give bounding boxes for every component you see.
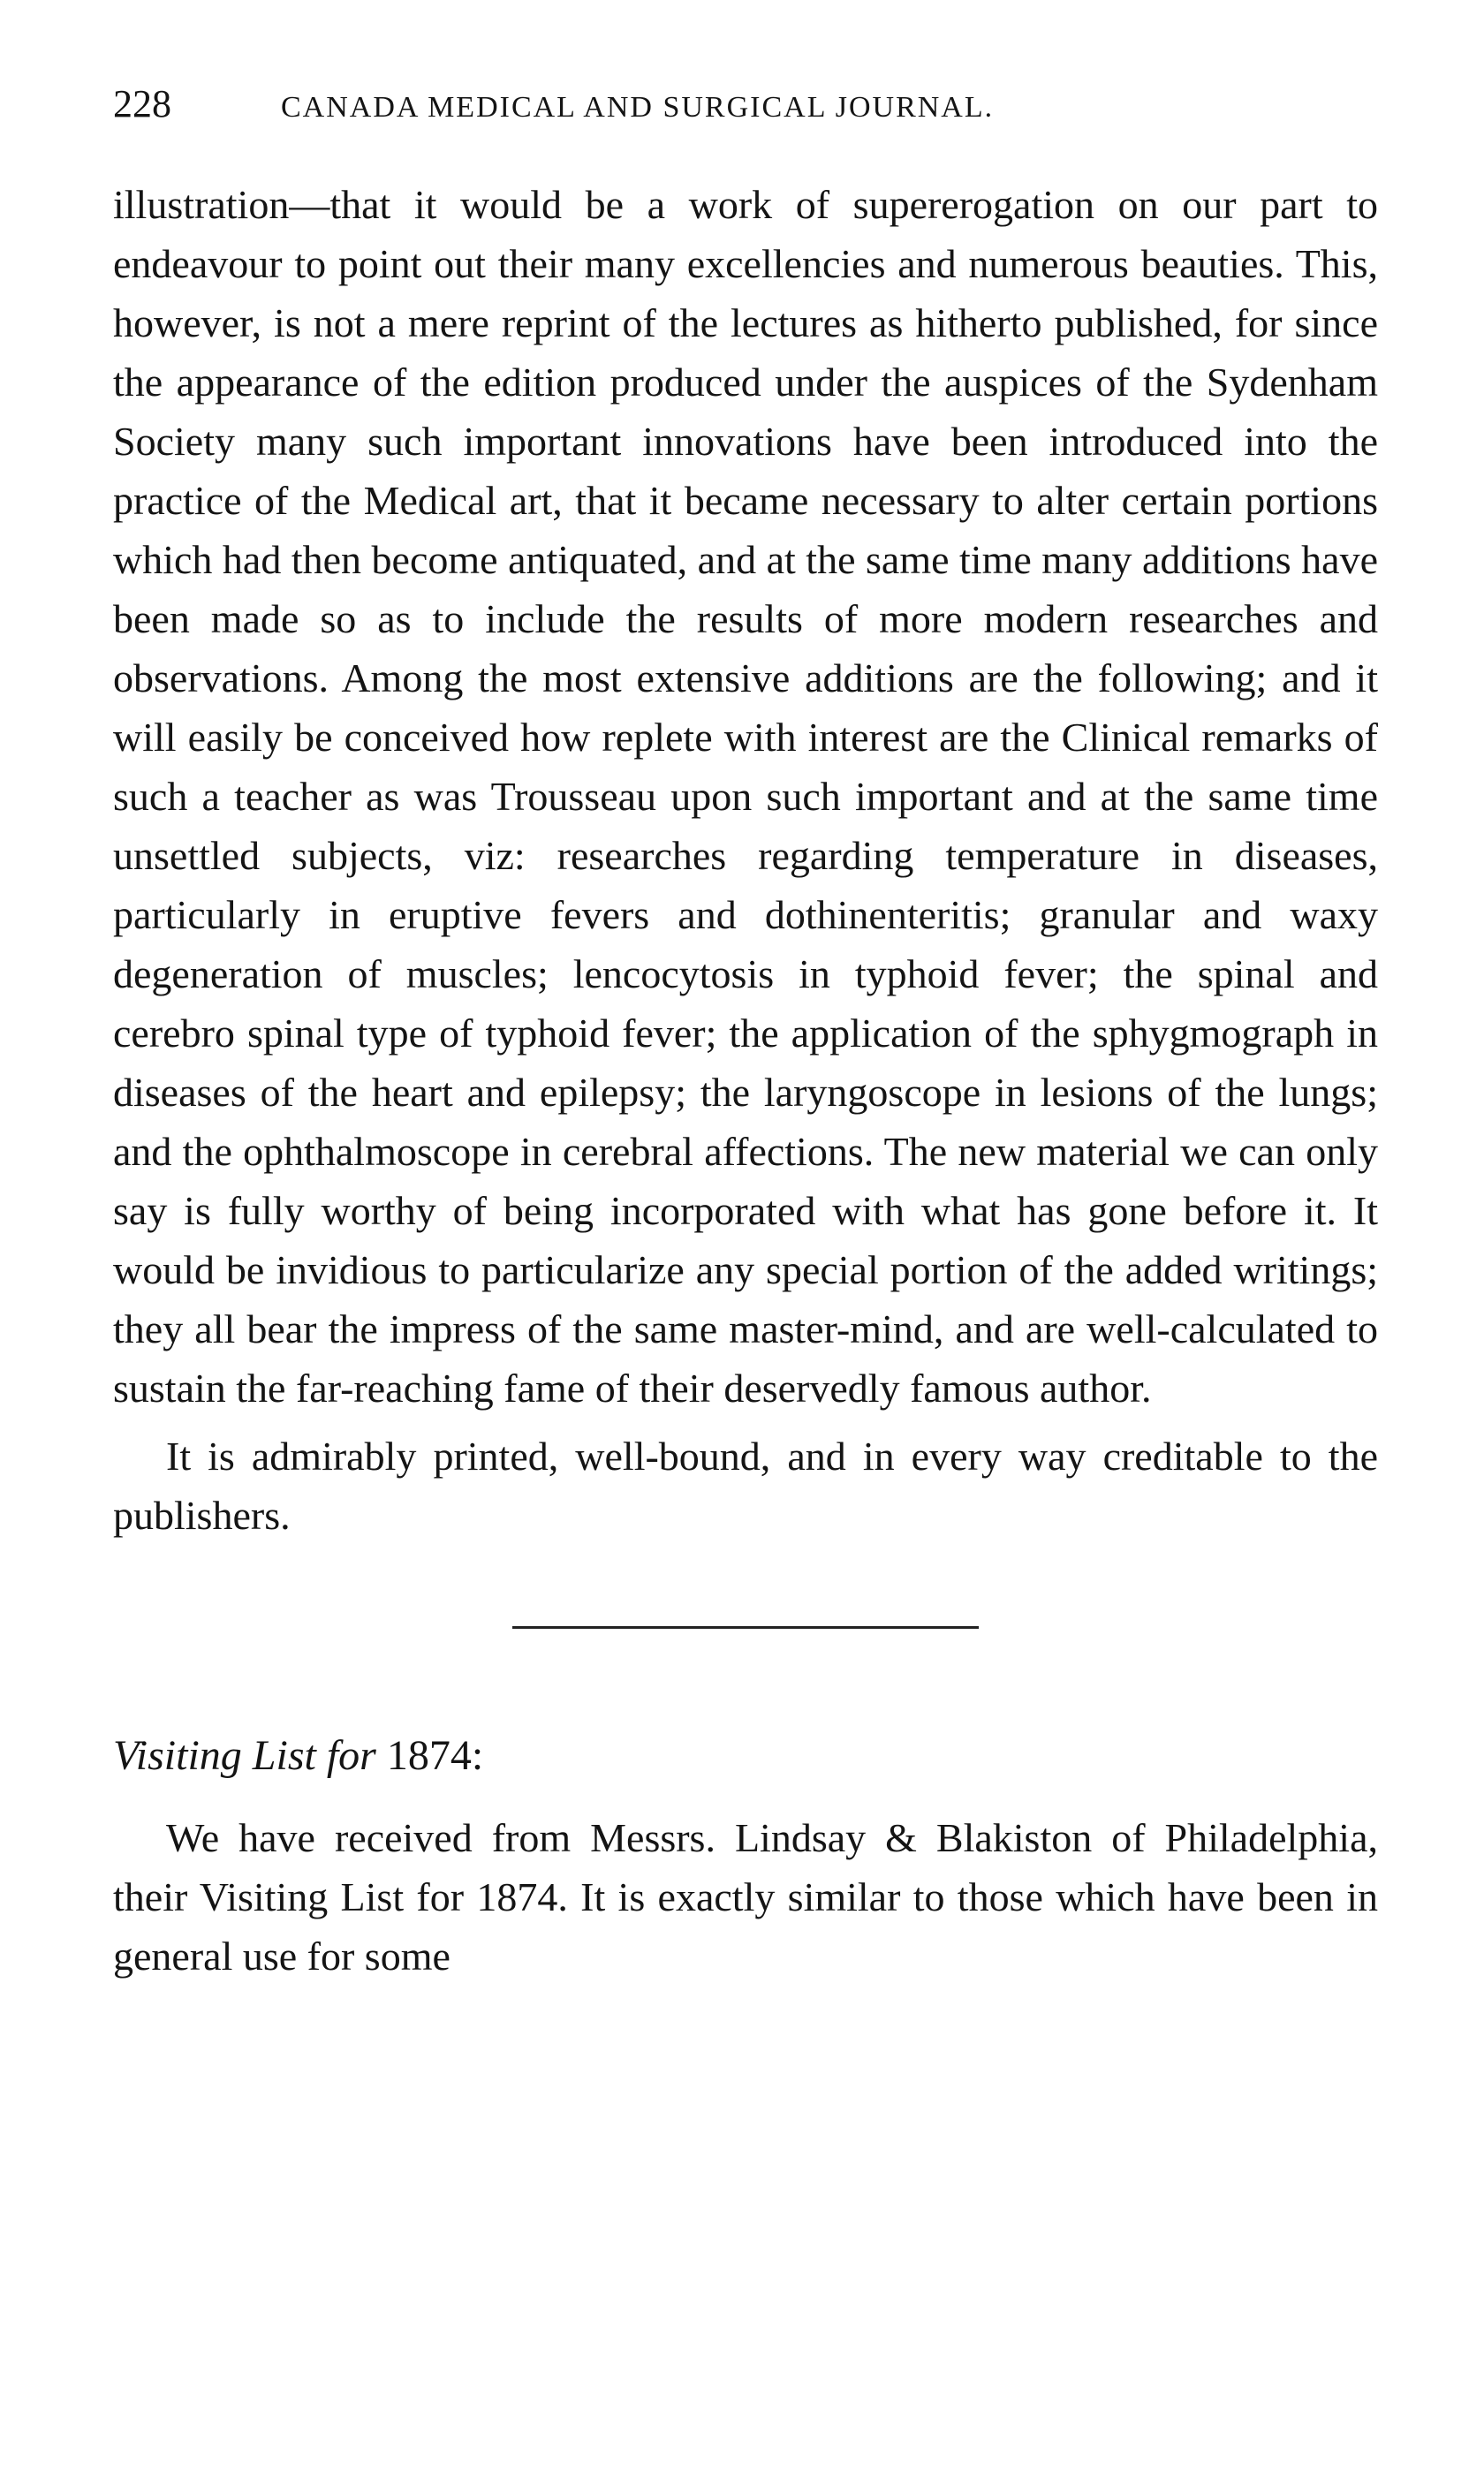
- section-divider: [512, 1626, 979, 1629]
- journal-title: CANADA MEDICAL AND SURGICAL JOURNAL.: [281, 91, 995, 124]
- review-closing-paragraph: It is admirably printed, well-bound, and in every way creditable to the publishers.: [113, 1434, 1378, 1538]
- journal-page: [113, 81, 1378, 1986]
- section-heading-year: 1874:: [386, 1732, 484, 1779]
- review-paragraph: illustration—that it would be a work of supererogation on our part to endeavour to point out their many excellencies and numerous beauties. This, however, is not a mere reprint of the lectures as hitherto published, for since the appearance of the edition produced under the auspices of the Sydenham Society many such important innovations have been introduced into the practice of the Medical art, that it became necessary to alter certain portions which had then become antiquated, and at the same time many additions have been made so as to include the results of more modern researches and observations. Among the most extensive additions are the following; and it will easily be conceived how replete with interest are the Clinical remarks of such a teacher as was Trousseau upon such important and at the same time unsettled subjects, viz: researches regarding temperature in diseases, particularly in eruptive fevers and dothinenteritis; granular and waxy degeneration of muscles; lencocytosis in typhoid fever; the spinal and cerebro spinal type of typhoid fever; the application of the sphygmograph in diseases of the heart and epilepsy; the laryngoscope in lesions of the lungs; and the ophthalmoscope in cerebral affections. The new material we can only say is fully worthy of being incorporated with what has gone before it. It would be invidious to particularize any special portion of the added writings; they all bear the impress of the same master-mind, and are well-calculated to sustain the far-reaching fame of their deservedly famous author.: [113, 182, 1378, 1411]
- section-heading: [113, 1726, 1378, 1785]
- visiting-list-paragraph: We have received from Messrs. Lindsay & Blakiston of Philadelphia, their Visiting List for 1874. It is exactly similar to those which have been in general use for some: [113, 1815, 1378, 1979]
- running-head: [113, 81, 1378, 143]
- page-number: 228: [113, 82, 171, 125]
- section-heading-text: Visiting List for: [113, 1732, 376, 1779]
